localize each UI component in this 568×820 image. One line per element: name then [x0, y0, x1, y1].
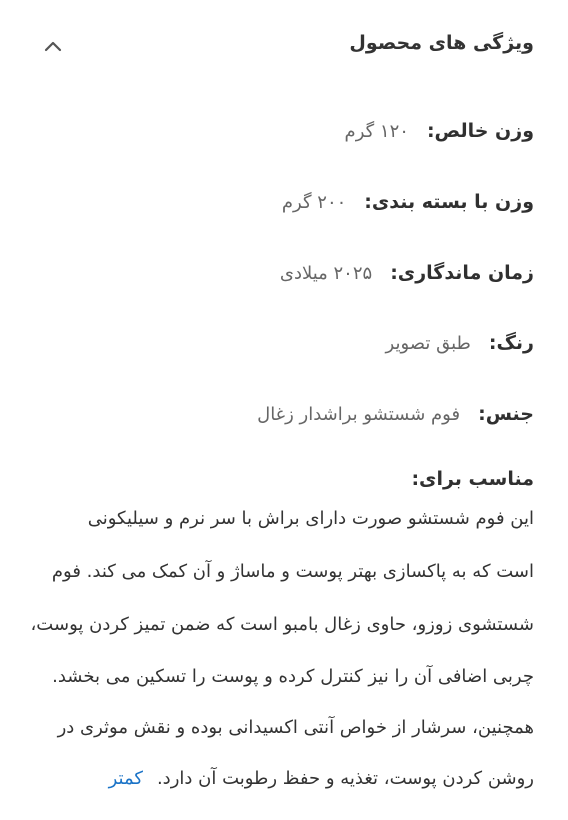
description-line: چربی اضافی آن را نیز کنترل کرده و پوست را تسکین می بخشد.: [52, 666, 534, 687]
spec-label: وزن خالص:: [426, 120, 534, 142]
description-line: همچنین، سرشار از خواص آنتی اکسیدانی بوده و نقش موثری در: [57, 717, 534, 738]
description-label: مناسب برای:: [411, 468, 534, 490]
spec-label: زمان ماندگاری:: [390, 262, 534, 284]
spec-row-package-weight: [282, 185, 534, 219]
collapse-button[interactable]: [38, 32, 68, 60]
spec-value: ۲۰۲۵ میلادی: [279, 262, 373, 284]
spec-row-material: [257, 397, 534, 431]
spec-label: رنگ:: [488, 332, 534, 354]
chevron-up-icon: [44, 40, 62, 52]
description-line: روشن کردن پوست، تغذیه و حفظ رطوبت آن دارد.: [156, 768, 534, 789]
spec-value: ۱۲۰ گرم: [344, 120, 409, 142]
description-line: است که به پاکسازی بهتر پوست و ماساژ و آن کمک می کند. فوم: [51, 561, 534, 582]
spec-row-shelf-life: [280, 256, 534, 290]
section-title: ویژگی های محصول: [349, 32, 534, 54]
spec-value: ۲۰۰ گرم: [281, 191, 347, 213]
spec-value: طبق تصویر: [385, 332, 471, 354]
description-last-line: [109, 768, 534, 789]
spec-row-color: [386, 326, 534, 360]
description-line: این فوم شستشو صورت دارای براش با سر نرم و سیلیکونی: [87, 508, 534, 529]
spec-row-net-weight: [345, 114, 534, 148]
section-header[interactable]: [0, 24, 568, 68]
spec-value: فوم شستشو براشدار زغال: [257, 403, 461, 425]
description-line: شستشوی زوزو، حاوی زغال بامبو است که ضمن تمیز کردن پوست،: [30, 614, 534, 635]
spec-label: وزن با بسته بندی:: [364, 191, 534, 213]
show-less-link[interactable]: کمتر: [108, 768, 143, 789]
spec-label: جنس:: [478, 403, 534, 425]
